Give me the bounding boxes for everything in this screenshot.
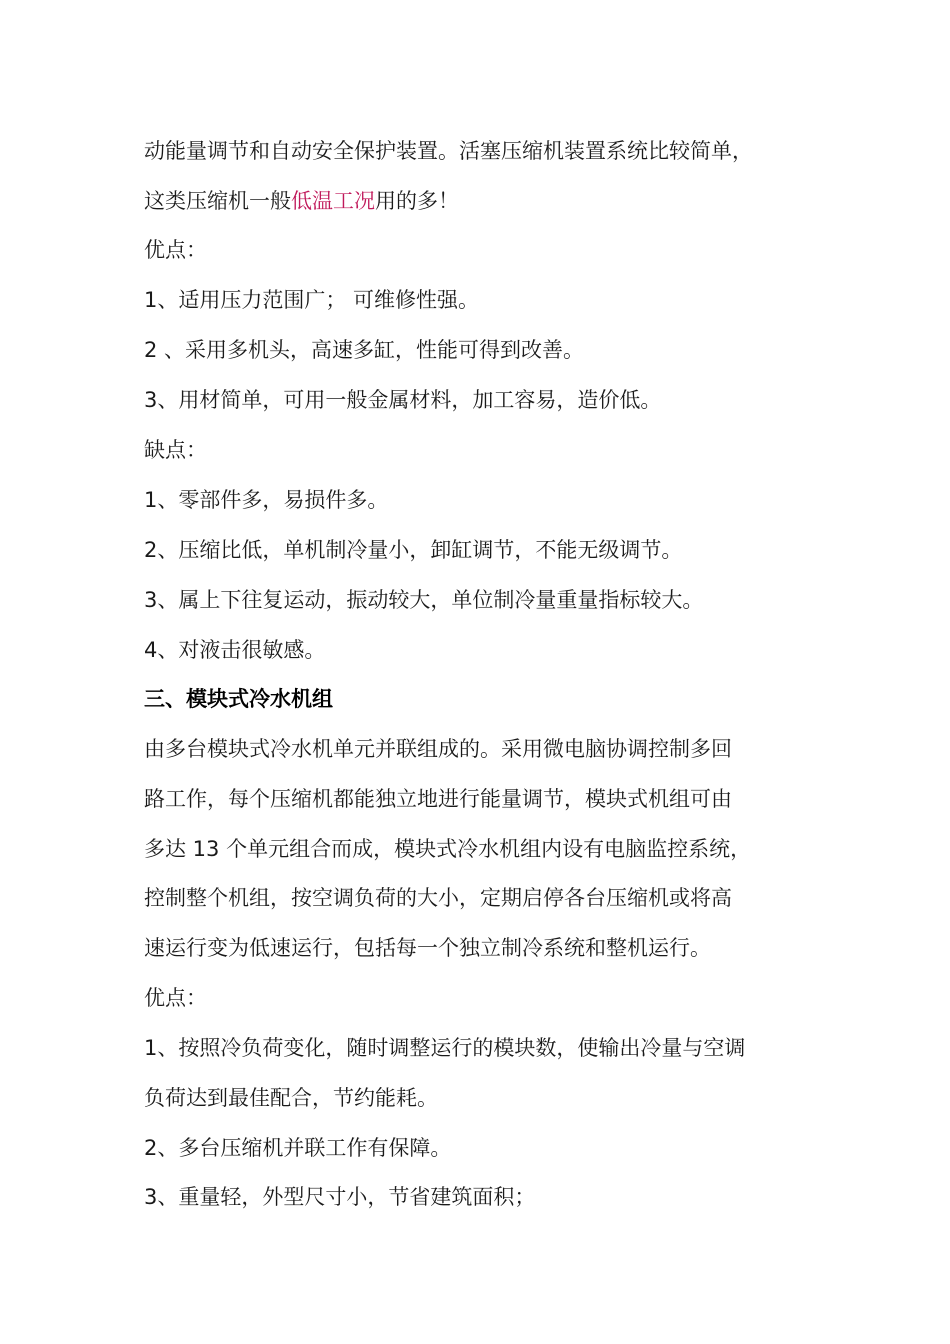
cons-item: 3、属上下往复运动，振动较大，单位制冷量重量指标较大。 bbox=[144, 588, 704, 612]
pros-item: 1、适用压力范围广； 可维修性强。 bbox=[144, 288, 480, 312]
text-segment: 用的多！ bbox=[375, 189, 459, 213]
pros-item: 2 、采用多机头，高速多缸，性能可得到改善。 bbox=[144, 338, 585, 362]
pros-item-continuation: 负荷达到最佳配合，节约能耗。 bbox=[144, 1086, 438, 1110]
pros-label: 优点： bbox=[144, 986, 207, 1010]
paragraph-line: 路工作，每个压缩机都能独立地进行能量调节，模块式机组可由 bbox=[144, 787, 732, 811]
paragraph-line: 多达 13 个单元组合而成，模块式冷水机组内设有电脑监控系统， bbox=[144, 837, 752, 861]
paragraph-line: 由多台模块式冷水机单元并联组成的。采用微电脑协调控制多回 bbox=[144, 737, 732, 761]
paragraph-line: 速运行变为低速运行，包括每一个独立制冷系统和整机运行。 bbox=[144, 936, 711, 960]
text-segment: 这类压缩机一般 bbox=[144, 189, 291, 213]
paragraph-line: 控制整个机组，按空调负荷的大小，定期启停各台压缩机或将高 bbox=[144, 886, 732, 910]
pros-item: 1、按照冷负荷变化，随时调整运行的模块数，使输出冷量与空调 bbox=[144, 1036, 746, 1060]
pros-item: 3、用材简单，可用一般金属材料，加工容易，造价低。 bbox=[144, 388, 662, 412]
cons-label: 缺点： bbox=[144, 438, 207, 462]
pros-item: 2、多台压缩机并联工作有保障。 bbox=[144, 1136, 452, 1160]
paragraph-line-with-highlight bbox=[144, 186, 824, 216]
highlighted-term: 低温工况 bbox=[291, 189, 375, 213]
section-heading: 三、模块式冷水机组 bbox=[144, 687, 333, 711]
cons-item: 1、零部件多，易损件多。 bbox=[144, 488, 389, 512]
pros-label: 优点： bbox=[144, 238, 207, 262]
paragraph-line: 动能量调节和自动安全保护装置。活塞压缩机装置系统比较简单， bbox=[144, 139, 753, 163]
cons-item: 4、对液击很敏感。 bbox=[144, 638, 326, 662]
pros-item: 3、重量轻，外型尺寸小，节省建筑面积； bbox=[144, 1185, 536, 1209]
cons-item: 2、压缩比低，单机制冷量小，卸缸调节，不能无级调节。 bbox=[144, 538, 683, 562]
